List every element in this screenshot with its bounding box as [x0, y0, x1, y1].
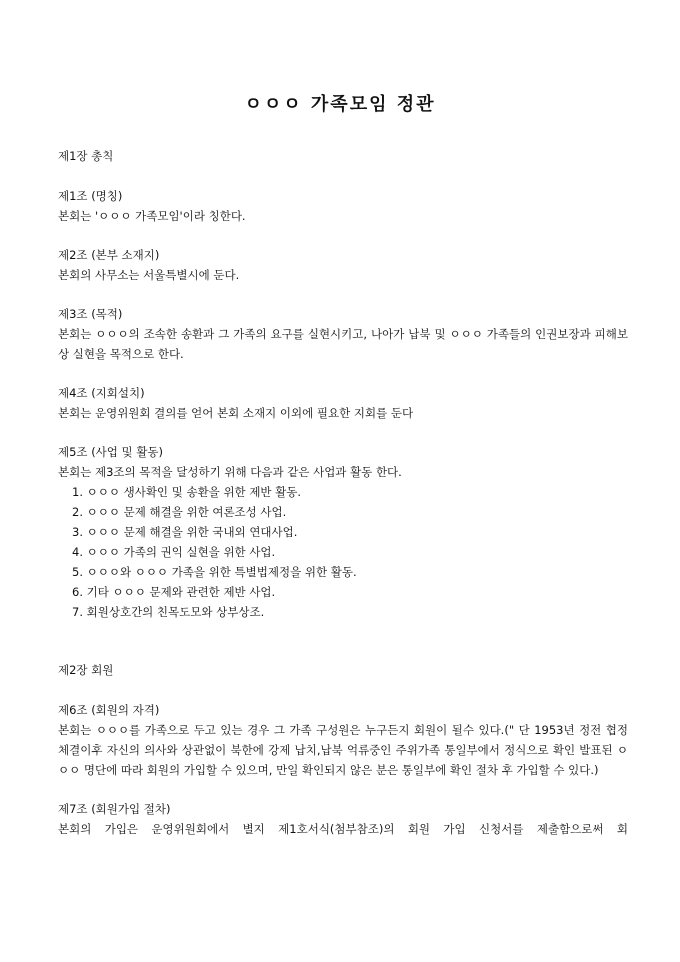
chapter-heading-2: 제2장 회원 [58, 663, 114, 677]
article-2-heading: 제2조 (본부 소재지) [58, 248, 160, 262]
article-2 [58, 245, 628, 285]
article-6-text: 본회는 ㅇㅇㅇ를 가족으로 두고 있는 경우 그 가족 구성원은 누구든지 회원이 될수 있다.(" 단 1953년 정전 협정 체결이후 자신의 의사와 상관없이 북한에 강제 납치,납북 억류중인 주위가족 통일부에서 정식으로 확인 발표된 ㅇㅇㅇ 명단에 따라 회원의 가입할 수 있으며, 만일 확인되지 않은 분은 통일부에 확인 절차 후 가입할 수 있다.) [58, 723, 628, 777]
document-body [58, 146, 628, 858]
article-1-heading: 제1조 (명칭) [58, 189, 123, 203]
list-item: 1. ㅇㅇㅇ 생사확인 및 송환을 위한 제반 활동. [72, 485, 302, 499]
document-title: ㅇㅇㅇ 가족모임 정관 [244, 94, 436, 115]
list-item: 6. 기타 ㅇㅇㅇ 문제와 관련한 제반 사업. [72, 585, 276, 599]
article-3 [58, 304, 628, 364]
list-item: 4. ㅇㅇㅇ 가족의 권익 실현을 위한 사업. [72, 545, 276, 559]
article-5 [58, 442, 628, 622]
article-5-heading: 제5조 (사업 및 활동) [58, 445, 164, 459]
list-item: 2. ㅇㅇㅇ 문제 해결을 위한 여론조성 사업. [72, 505, 287, 519]
article-7-heading: 제7조 (회원가입 절차) [58, 802, 171, 816]
article-7-text: 본회의 가입은 운영위원회에서 별지 제1호서식(첨부참조)의 회원 가입 신청서를 제출함으로써 회 [58, 822, 628, 836]
article-3-text: 본회는 ㅇㅇㅇ의 조속한 송환과 그 가족의 요구를 실현시키고, 나아가 납북 및 ㅇㅇㅇ 가족들의 인권보장과 피해보상 실현을 목적으로 한다. [58, 327, 628, 361]
article-3-heading: 제3조 (목적) [58, 307, 123, 321]
list-item: 5. ㅇㅇㅇ와 ㅇㅇㅇ 가족을 위한 특별법제정을 위한 활동. [72, 565, 357, 579]
article-4-text: 본회는 운영위원회 결의를 얻어 본회 소재지 이외에 필요한 지회를 둔다 [58, 406, 414, 420]
article-4 [58, 383, 628, 423]
article-5-text: 본회는 제3조의 목적을 달성하기 위해 다음과 같은 사업과 활동 한다. [58, 465, 402, 479]
article-4-heading: 제4조 (지회설치) [58, 386, 145, 400]
article-2-text: 본회의 사무소는 서울특별시에 둔다. [58, 268, 240, 282]
article-1 [58, 186, 628, 226]
article-7 [58, 799, 628, 839]
article-5-item-list [58, 482, 628, 622]
article-6-heading: 제6조 (회원의 자격) [58, 703, 160, 717]
article-6 [58, 700, 628, 780]
chapter-heading-1: 제1장 총칙 [58, 149, 114, 163]
list-item: 3. ㅇㅇㅇ 문제 해결을 위한 국내외 연대사업. [72, 525, 298, 539]
article-1-text: 본회는 'ㅇㅇㅇ 가족모임'이라 칭한다. [58, 209, 246, 223]
list-item: 7. 회원상호간의 친목도모와 상부상조. [72, 605, 265, 619]
